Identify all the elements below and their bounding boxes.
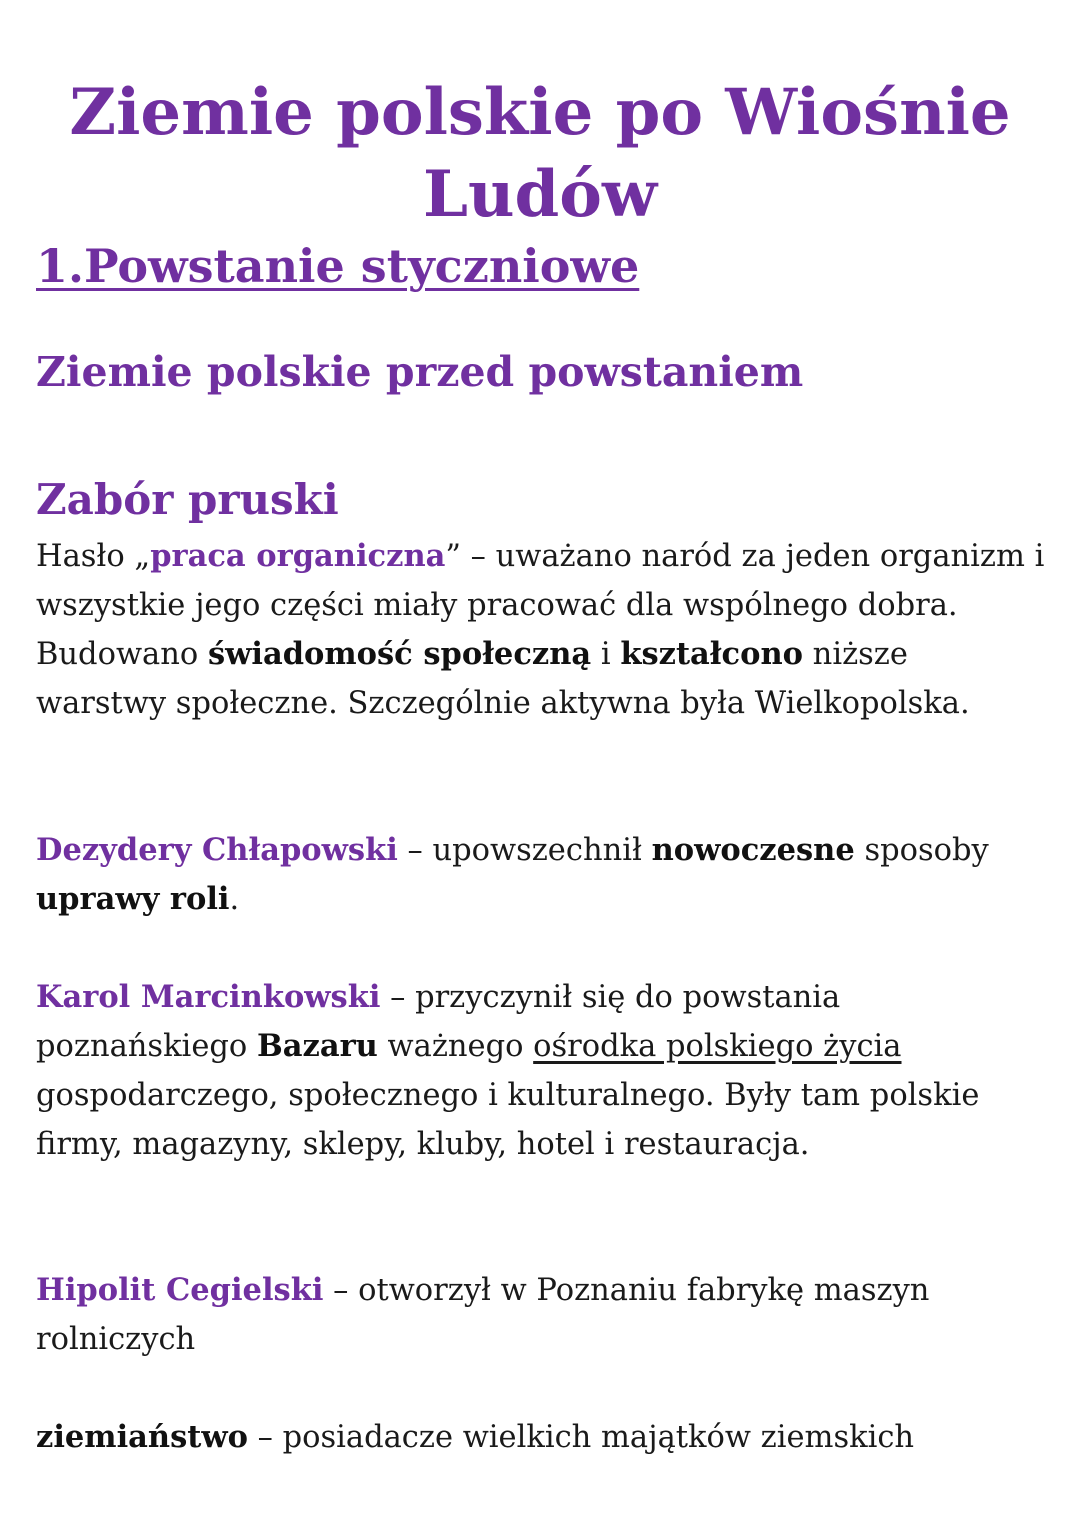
section-heading: 1.Powstanie styczniowe — [36, 239, 640, 293]
bold-term: świadomość społeczną — [207, 636, 592, 672]
text: sposoby — [854, 833, 989, 868]
text: ” – uważano naród za jeden organizm i wszystkie jego części miały pracować dla wspólnego dobra. Budowano — [36, 539, 1045, 672]
text: Hasło „ — [36, 539, 151, 574]
partition-heading: Zabór pruski — [36, 475, 339, 524]
text: – przyczynił się do powstania poznańskiego — [36, 980, 841, 1064]
bold-term: nowoczesne — [651, 832, 855, 868]
paragraph-chlapowski — [36, 826, 1046, 924]
subsection-heading: Ziemie polskie przed powstaniem — [36, 348, 804, 396]
person-name: Dezydery Chłapowski — [36, 832, 398, 868]
text: gospodarczego, społecznego i kulturalnego. Były tam polskie firmy, magazyny, sklepy, kluby, hotel i restauracja. — [36, 1078, 980, 1162]
paragraph-marcinkowski — [36, 973, 1046, 1169]
bold-term: Bazaru — [256, 1028, 378, 1064]
text: – otworzył w Poznaniu fabrykę maszyn rolniczych — [36, 1273, 930, 1357]
page-title: Ziemie polskie po Wiośnie Ludów — [69, 75, 1011, 232]
paragraph-organic-work — [36, 532, 1046, 728]
text: ważnego — [377, 1029, 534, 1064]
underlined-phrase: ośrodka polskiego życia — [533, 1029, 902, 1064]
term-landowners: ziemiaństwo — [36, 1419, 248, 1455]
person-name: Hipolit Cegielski — [36, 1272, 324, 1308]
text: – upowszechnił — [397, 833, 652, 868]
text: . — [229, 882, 240, 917]
text: i — [591, 637, 621, 672]
bold-term: uprawy roli — [36, 881, 230, 917]
text: – posiadacze wielkich majątków ziemskich — [247, 1420, 915, 1455]
bold-term: kształcono — [620, 636, 803, 672]
paragraph-landowners — [36, 1413, 1046, 1462]
paragraph-cegielski — [36, 1266, 1046, 1364]
term-organic-work: praca organiczna — [150, 538, 446, 574]
person-name: Karol Marcinkowski — [36, 979, 381, 1015]
text: niższe warstwy społeczne. Szczególnie aktywna była Wielkopolska. — [36, 637, 970, 721]
